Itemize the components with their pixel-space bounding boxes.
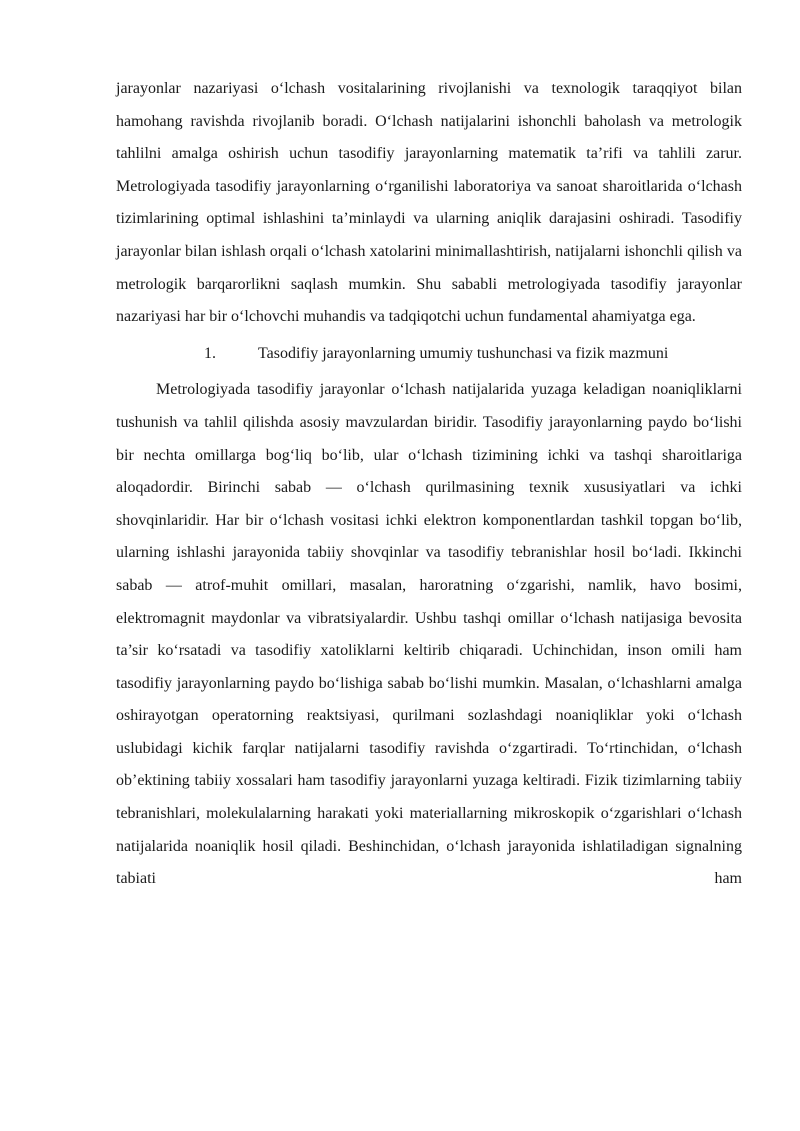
intro-paragraph: jarayonlar nazariyasi oʻlchash vositalarining rivojlanishi va texnologik taraqqiyot bilan hamohang ravishda rivojlanib boradi. Oʻlchash natijalarini ishonchli baholash va metrologik tahlilni amalga oshirish uchun tasodifiy jarayonlarning matematik ta’rifi va tahlili zarur. Metrologiyada tasodifiy jarayonlarning oʻrganilishi laboratoriya va sanoat sharoitlarida oʻlchash tizimlarining optimal ishlashini ta’minlaydi va ularning aniqlik darajasini oshiradi. Tasodifiy jarayonlar bilan ishlash orqali oʻlchash xatolarini minimallashtirish, natijalarni ishonchli qilish va metrologik barqarorlikni saqlash mumkin. Shu sababli metrologiyada tasodifiy jarayonlar nazariyasi har bir oʻlchovchi muhandis va tadqiqotchi uchun fundamental ahamiyatga ega. — [116, 80, 742, 326]
body-paragraph: Metrologiyada tasodifiy jarayonlar oʻlchash natijalarida yuzaga keladigan noaniqliklarni tushunish va tahlil qilishda asosiy mavzulardan biridir. Tasodifiy jarayonlarning paydo boʻlishi bir nechta omillarga bogʻliq boʻlib, ular oʻlchash tizimining ichki va tashqi sharoitlariga aloqadordir. Birinchi sabab — oʻlchash qurilmasining texnik xususiyatlari va ichki shovqinlaridir. Har bir oʻlchash vositasi ichki elektron komponentlardan tashkil topgan boʻlib, ularning ishlashi jarayonida tabiiy shovqinlar va tasodifiy tebranishlar hosil boʻladi. Ikkinchi sabab — atrof-muhit omillari, masalan, haroratning oʻzgarishi, namlik, havo bosimi, elektromagnit maydonlar va vibratsiyalardir. Ushbu tashqi omillar oʻlchash natijasiga bevosita ta’sir koʻrsatadi va tasodifiy xatoliklarni keltirib chiqaradi. Uchinchidan, inson omili ham tasodifiy jarayonlarning paydo boʻlishiga sabab boʻlishi mumkin. Masalan, oʻlchashlarni amalga oshirayotgan operatorning reaktsiyasi, qurilmani sozlashdagi noaniqliklar yoki oʻlchash uslubidagi kichik farqlar natijalarni tasodifiy ravishda oʻzgartiradi. Toʻrtinchidan, oʻlchash ob’ektining tabiiy xossalari ham tasodifiy jarayonlarni yuzaga keltiradi. Fizik tizimlarning tabiiy tebranishlari, molekulalarning harakati yoki materiallarning mikroskopik oʻzgarishlari oʻlchash natijalarida noaniqlik hosil qiladi. Beshinchidan, oʻlchash jarayonida ishlatiladigan signalning tabiati ham — [116, 381, 742, 888]
section-heading — [116, 338, 742, 371]
section-number: 1. — [204, 344, 216, 362]
section-title: Tasodifiy jarayonlarning umumiy tushunchasi va fizik mazmuni — [258, 344, 669, 362]
document-page — [116, 73, 742, 896]
